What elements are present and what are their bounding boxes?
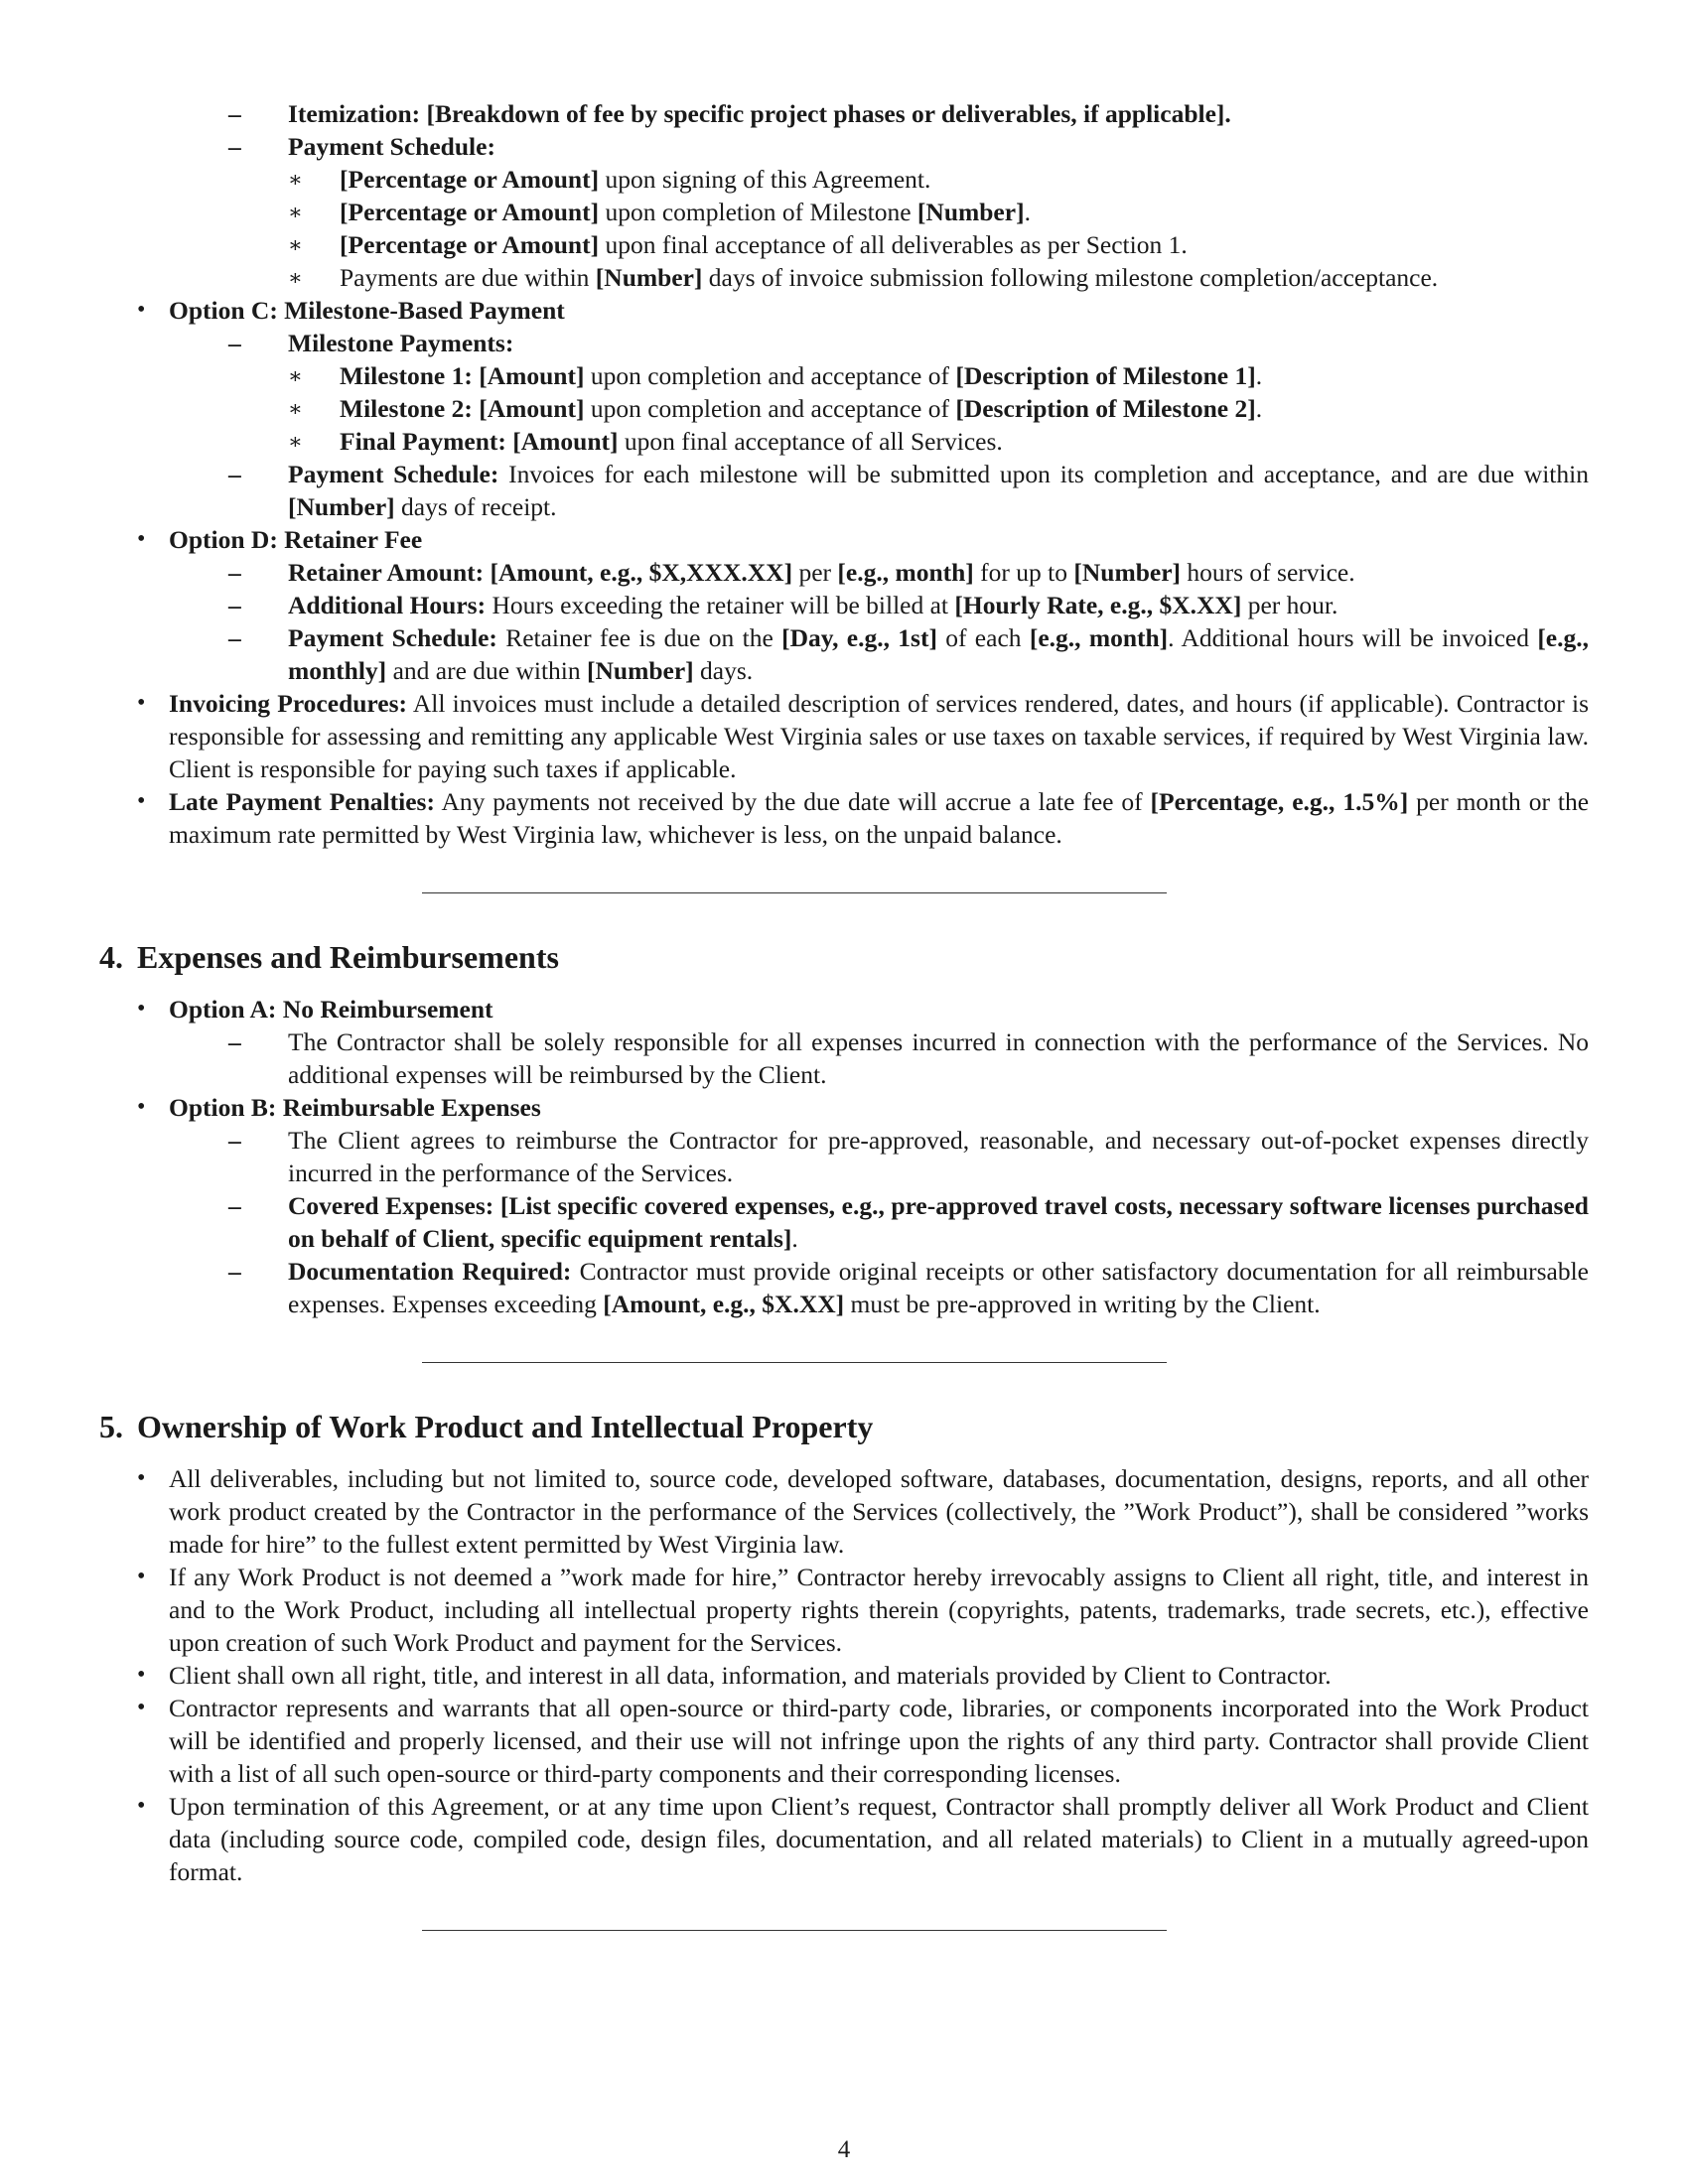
late-payment-item: [99, 785, 1589, 851]
list-item-text: must be pre-approved in writing by the Client.: [844, 1290, 1321, 1318]
section-divider: [422, 892, 1167, 893]
list-item: [288, 196, 1589, 228]
option-b-details: [228, 1124, 1589, 1320]
late-payment-label: Late Payment Penalties:: [169, 787, 435, 816]
section-number: 5.: [99, 1409, 123, 1444]
list-item-text: of each: [936, 623, 1030, 652]
placeholder: [e.g., month]: [837, 558, 974, 587]
placeholder: [Number]: [587, 656, 694, 685]
placeholder: [Number]: [288, 492, 395, 521]
list-item-text: .: [1255, 394, 1263, 423]
list-item-text: If any Work Product is not deemed a ”work made for hire,” Contractor hereby irrevocably assigns to Client all right, title, and interest in and to the Work Product, including all intellectual property rights therein (copyrights, patents, trademarks, trade secrets, etc.), effective upon creation of such Work Product and payment for the Services.: [169, 1563, 1589, 1657]
payment-schedule-label: Payment Schedule:: [288, 460, 499, 488]
milestone-payments-item: [228, 327, 1589, 458]
list-item: [288, 392, 1589, 425]
section-divider: [422, 1362, 1167, 1363]
placeholder: [Percentage or Amount]: [340, 230, 600, 259]
list-item-text: Contractor represents and warrants that all open-source or third-party code, libraries, or components incorporated into the Work Product will be identified and properly licensed, and their use will not infringe upon the rights of any third party. Contractor shall provide Client with a list of all such open-source or third-party components and their corresponding licenses.: [169, 1694, 1589, 1788]
list-item: [228, 1124, 1589, 1189]
placeholder: [Number]: [1073, 558, 1182, 587]
list-item: [288, 425, 1589, 458]
placeholder: [Amount, e.g., $X,XXX.XX]: [490, 558, 793, 587]
invoicing-text: All invoices must include a detailed description of services rendered, dates, and hours (if applicable). Contractor is responsible for assessing and remitting any applicable West Virginia sales or use taxes on taxable services, if required by West Virginia law. Client is responsible for paying such taxes if applicable.: [169, 689, 1589, 783]
placeholder: [Percentage or Amount]: [340, 165, 600, 194]
section-divider: [422, 1930, 1167, 1931]
retainer-amount-label: Retainer Amount:: [288, 558, 485, 587]
payment-schedule-label: Payment Schedule:: [288, 132, 495, 161]
list-item-text: days of invoice submission following milestone completion/acceptance.: [702, 263, 1439, 292]
itemization-label: Itemization:: [288, 99, 421, 128]
option-a-item: [99, 993, 1589, 1091]
payment-schedule-label: Payment Schedule:: [288, 623, 497, 652]
list-item: [99, 1659, 1589, 1692]
section-5-list: [99, 1462, 1589, 1888]
retainer-amount-item: [228, 556, 1589, 589]
itemization-item: [228, 97, 1589, 130]
list-item-text: Upon termination of this Agreement, or at any time upon Client’s request, Contractor shall promptly deliver all Work Product and Client data (including source code, compiled code, design files, documentation, and all related materials) to Client in a mutually agreed-upon format.: [169, 1792, 1589, 1886]
list-item-text: . Additional hours will be invoiced: [1168, 623, 1538, 652]
option-b-item: [99, 1091, 1589, 1320]
option-d-title: Option D: Retainer Fee: [169, 525, 423, 554]
list-item-text: Hours exceeding the retainer will be billed at: [486, 591, 955, 619]
list-item-text: .: [791, 1224, 798, 1253]
option-a-details: [228, 1025, 1589, 1091]
list-item-text: upon final acceptance of all deliverables as per Section 1.: [599, 230, 1188, 259]
payment-options-list: [99, 294, 1589, 851]
payment-schedule-item: [228, 130, 1589, 294]
list-item-text: Invoices for each milestone will be submitted upon its completion and acceptance, and are due within: [498, 460, 1589, 488]
option-c-item: [99, 294, 1589, 523]
section-4-heading: [99, 937, 1589, 977]
list-item-text: Retainer fee is due on the: [496, 623, 782, 652]
placeholder: [Number]: [595, 263, 703, 292]
invoicing-procedures-item: [99, 687, 1589, 785]
placeholder: [Hourly Rate, e.g., $X.XX]: [954, 591, 1242, 619]
documentation-item: [228, 1255, 1589, 1320]
list-item: [288, 228, 1589, 261]
list-item: [228, 1025, 1589, 1091]
list-item-text: All deliverables, including but not limited to, source code, developed software, databases, documentation, designs, reports, and all other work product created by the Contractor in the performance of the Services (collectively, the ”Work Product”), shall be considered ”works made for hire” to the fullest extent permitted by West Virginia law.: [169, 1464, 1589, 1559]
list-item-text: hours of service.: [1181, 558, 1355, 587]
list-item-text: .: [1255, 361, 1263, 390]
list-item-text: Any payments not received by the due date will accrue a late fee of: [434, 787, 1151, 816]
option-d-item: [99, 523, 1589, 687]
list-item: [288, 163, 1589, 196]
additional-hours-label: Additional Hours:: [288, 591, 487, 619]
section-title: Expenses and Reimbursements: [137, 939, 559, 975]
list-item-text: Client shall own all right, title, and interest in all data, information, and materials provided by Client to Contractor.: [169, 1661, 1332, 1690]
list-item: [99, 1561, 1589, 1659]
list-item-text: The Contractor shall be solely responsible for all expenses incurred in connection with the performance of the Services. No additional expenses will be reimbursed by the Client.: [288, 1027, 1589, 1089]
placeholder: [Description of Milestone 2]: [955, 394, 1256, 423]
section-5-heading: [99, 1407, 1589, 1446]
placeholder: [Amount]: [479, 394, 585, 423]
placeholder: [Amount]: [512, 427, 619, 456]
list-item-text: upon signing of this Agreement.: [599, 165, 931, 194]
list-item-text: .: [1024, 198, 1031, 226]
section-4-list: [99, 993, 1589, 1320]
list-item-text: upon completion and acceptance of: [584, 394, 956, 423]
payment-schedule-list: [288, 163, 1589, 294]
list-item-text: days.: [693, 656, 754, 685]
itemization-text: [Breakdown of fee by specific project phases or deliverables, if applicable].: [426, 99, 1231, 128]
list-item-text: days of receipt.: [394, 492, 557, 521]
option-b-title: Option B: Reimbursable Expenses: [169, 1093, 541, 1122]
list-item: [99, 1790, 1589, 1888]
placeholder: [Amount, e.g., $X.XX]: [603, 1290, 845, 1318]
list-item-text: upon completion of Milestone: [599, 198, 917, 226]
option-b-fee-details: [228, 97, 1589, 294]
list-item-text: Payments are due within: [340, 263, 596, 292]
placeholder: [Day, e.g., 1st]: [781, 623, 937, 652]
milestone-label: Milestone 2:: [340, 394, 473, 423]
list-item-text: per: [792, 558, 838, 587]
placeholder: [Amount]: [479, 361, 585, 390]
documentation-label: Documentation Required:: [288, 1257, 572, 1286]
placeholder: [e.g., month]: [1029, 623, 1169, 652]
milestone-payments-label: Milestone Payments:: [288, 329, 514, 357]
placeholder: [Description of Milestone 1]: [955, 361, 1256, 390]
page-number: 4: [837, 2136, 851, 2163]
list-item: [99, 1462, 1589, 1561]
list-item: [99, 1692, 1589, 1790]
list-item-text: for up to: [973, 558, 1074, 587]
list-item-text: per hour.: [1241, 591, 1338, 619]
list-item: [288, 261, 1589, 294]
placeholder: [Percentage, e.g., 1.5%]: [1150, 787, 1409, 816]
milestone-label: Final Payment:: [340, 427, 506, 456]
list-item-text: Contractor must provide original receipts or other satisfactory documentation for all reimbursable expenses. Expenses exceeding: [288, 1257, 1589, 1318]
page-content: [99, 97, 1589, 1931]
placeholder: [Number]: [916, 198, 1025, 226]
list-item-text: upon completion and acceptance of: [584, 361, 956, 390]
covered-expenses-label: Covered Expenses:: [288, 1191, 494, 1220]
option-a-title: Option A: No Reimbursement: [169, 995, 493, 1024]
placeholder: [Percentage or Amount]: [340, 198, 600, 226]
placeholder: [List specific covered expenses, e.g., pre-approved travel costs, necessary software licenses purchased on behalf of Client, specific equipment rentals]: [288, 1191, 1589, 1253]
covered-expenses-item: [228, 1189, 1589, 1255]
invoicing-label: Invoicing Procedures:: [169, 689, 408, 718]
milestones-list: [288, 359, 1589, 458]
milestone-label: Milestone 1:: [340, 361, 473, 390]
placeholder: [e.g., monthly]: [288, 623, 1589, 685]
option-c-title: Option C: Milestone-Based Payment: [169, 296, 565, 325]
list-item-text: per month or the maximum rate permitted by West Virginia law, whichever is less, on the unpaid balance.: [169, 787, 1590, 849]
option-c-details: [228, 327, 1589, 523]
list-item-text: The Client agrees to reimburse the Contractor for pre-approved, reasonable, and necessary out-of-pocket expenses directly incurred in the performance of the Services.: [288, 1126, 1589, 1187]
section-number: 4.: [99, 939, 123, 975]
option-c-schedule-item: [228, 458, 1589, 523]
section-title: Ownership of Work Product and Intellectual Property: [137, 1409, 874, 1444]
list-item-text: upon final acceptance of all Services.: [618, 427, 1003, 456]
retainer-schedule-item: [228, 621, 1589, 687]
list-item: [288, 359, 1589, 392]
option-d-details: [228, 556, 1589, 687]
additional-hours-item: [228, 589, 1589, 621]
list-item-text: and are due within: [386, 656, 587, 685]
